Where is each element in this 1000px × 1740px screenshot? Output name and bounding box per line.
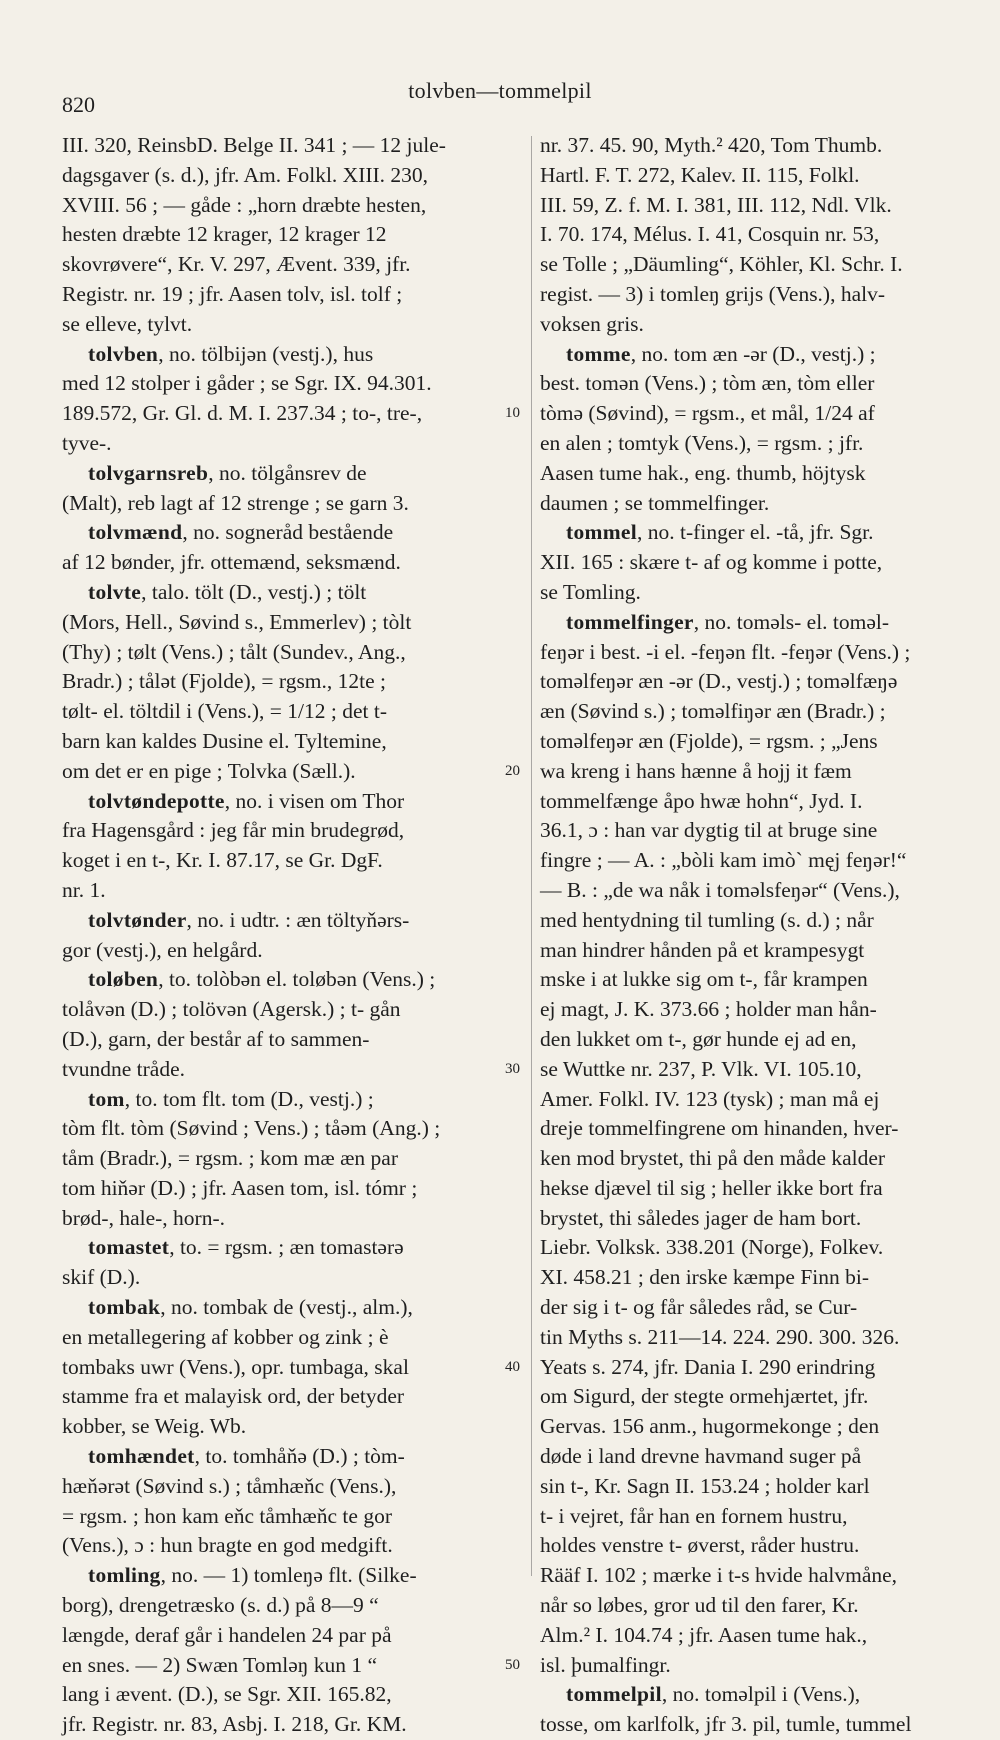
text-line xyxy=(540,965,1000,995)
line-text: voksen gris. xyxy=(540,311,644,336)
line-text: Yeats s. 274, jfr. Dania I. 290 erindring xyxy=(540,1354,876,1379)
line-text: skif (D.). xyxy=(62,1265,141,1290)
line-text: III. 320, ReinsbD. Belge II. 341 ; — 12 jule- xyxy=(62,133,446,157)
line-text: den lukket om t-, gør hunde ej ad en, xyxy=(540,1026,857,1051)
text-line xyxy=(62,1204,512,1234)
text-line xyxy=(62,191,512,221)
line-text: , talo. tölt (D., vestj.) ; tölt xyxy=(141,579,367,604)
headword: tommelfinger xyxy=(566,609,694,634)
line-text: hæňərət (Søvind s.) ; tåmhæňc (Vens.), xyxy=(62,1473,397,1498)
dictionary-entry-line xyxy=(62,1085,512,1115)
line-text: (Vens.), ɔ : hun bragte en god medgift. xyxy=(62,1533,393,1558)
headword: tomme xyxy=(566,341,631,366)
text-line xyxy=(62,1114,512,1144)
line-text: en alen ; tomtyk (Vens.), = rgsm. ; jfr. xyxy=(540,430,864,455)
line-text: best. tomən (Vens.) ; tòm æn, tòm eller xyxy=(540,371,875,396)
text-line xyxy=(62,697,512,727)
headword: tomling xyxy=(88,1563,161,1588)
text-line xyxy=(540,995,1000,1025)
text-line xyxy=(62,727,512,757)
line-text: XI. 458.21 ; den irske kæmpe Finn bi- xyxy=(540,1265,870,1290)
line-text: wa kreng i hans hænne å hojj it fæm xyxy=(540,758,852,783)
text-line xyxy=(62,1263,512,1293)
text-line xyxy=(540,1412,1000,1442)
text-line xyxy=(62,310,512,340)
line-text: , no. i udtr. : æn töltyňərs- xyxy=(186,907,410,932)
line-text: isl. þumalfingr. xyxy=(540,1652,671,1677)
line-text: tåm (Bradr.), = rgsm. ; kom mæ æn par xyxy=(62,1146,398,1171)
text-line xyxy=(62,1055,512,1085)
text-line xyxy=(62,876,512,906)
line-text: tølt- el. töltdil i (Vens.), = 1/12 ; det t- xyxy=(62,699,388,724)
line-text: man hindrer hånden på et krampesygt xyxy=(540,937,865,962)
text-line xyxy=(540,816,1000,846)
line-text: XII. 165 : skære t- af og komme i potte, xyxy=(540,550,883,575)
text-line xyxy=(540,1382,1000,1412)
line-text: (D.), garn, der består af to sammen- xyxy=(62,1026,370,1051)
text-line xyxy=(540,667,1000,697)
line-text: , no. tölbijən (vestj.), hus xyxy=(158,341,374,366)
line-text: Bradr.) ; tålət (Fjolde), = rgsm., 12te ; xyxy=(62,669,387,694)
text-line xyxy=(62,250,512,280)
line-text: brystet, thi således jager de ham bort. xyxy=(540,1205,862,1230)
line-text: tòmə (Søvind), = rgsm., et mål, 1/24 af xyxy=(540,401,875,426)
line-text: når so løbes, gror ud til den farer, Kr. xyxy=(540,1593,859,1618)
line-text: , no. tölgånsrev de xyxy=(208,460,367,485)
line-text: Hartl. F. T. 272, Kalev. II. 115, Folkl. xyxy=(540,162,860,187)
line-text: fra Hagensgård : jeg får min brudegrød, xyxy=(62,818,405,843)
text-line xyxy=(62,1651,512,1681)
text-line xyxy=(540,1114,1000,1144)
line-text: med 12 stolper i gåder ; se Sgr. IX. 94.301. xyxy=(62,371,432,396)
headword: tolvben xyxy=(88,341,159,366)
headword: tolvgarnsreb xyxy=(88,460,209,485)
text-line xyxy=(540,1621,1000,1651)
dictionary-entry-line xyxy=(540,518,1000,548)
dictionary-entry-line xyxy=(62,787,512,817)
text-line xyxy=(62,369,512,399)
line-text: , to. tolòbən el. toløbən (Vens.) ; xyxy=(158,967,436,992)
headword: tombak xyxy=(88,1295,161,1320)
text-line xyxy=(540,1323,1000,1353)
text-line xyxy=(62,1323,512,1353)
text-line xyxy=(540,310,1000,340)
line-text: se Tomling. xyxy=(540,579,641,604)
line-text: , no. tombak de (vestj., alm.), xyxy=(160,1295,413,1320)
text-line xyxy=(540,846,1000,876)
line-text: holdes venstre t- øverst, råder hustru. xyxy=(540,1533,860,1558)
line-text: med hentydning til tumling (s. d.) ; når xyxy=(540,907,874,932)
line-text: Registr. nr. 19 ; jfr. Aasen tolv, isl. tolf ; xyxy=(62,281,403,306)
text-line xyxy=(62,1591,512,1621)
line-text: ej magt, J. K. 373.66 ; holder man hån- xyxy=(540,997,877,1022)
text-line xyxy=(62,548,512,578)
line-text: , no. sogneråd bestående xyxy=(182,520,394,545)
dictionary-entry-line xyxy=(540,340,1000,370)
text-line xyxy=(62,1025,512,1055)
line-text: 189.572, Gr. Gl. d. M. I. 237.34 ; to-, tre-, xyxy=(62,401,423,426)
text-line xyxy=(540,578,1000,608)
line-text: lang i ævent. (D.), se Sgr. XII. 165.82, xyxy=(62,1682,392,1707)
line-text: se Tolle ; „Däumling“, Köhler, Kl. Schr. I. xyxy=(540,252,903,277)
line-text: se elleve, tylvt. xyxy=(62,311,193,336)
text-line xyxy=(62,936,512,966)
line-text: daumen ; se tommelfinger. xyxy=(540,490,770,515)
dictionary-entry-line xyxy=(62,1442,512,1472)
text-line xyxy=(540,876,1000,906)
text-line xyxy=(540,936,1000,966)
text-line xyxy=(62,131,512,161)
line-text: Rääf I. 102 ; mærke i t-s hvide halvmåne, xyxy=(540,1563,898,1588)
text-line xyxy=(540,1263,1000,1293)
line-text: tin Myths s. 211—14. 224. 290. 300. 326. xyxy=(540,1324,900,1349)
line-text: æn (Søvind s.) ; toməlfiŋər æn (Bradr.) ; xyxy=(540,699,886,724)
line-text: (Malt), reb lagt af 12 strenge ; se garn 3. xyxy=(62,490,409,515)
line-text: skovrøvere“, Kr. V. 297, Ævent. 339, jfr. xyxy=(62,252,411,277)
text-line xyxy=(540,1531,1000,1561)
line-text: dreje tommelfingrene om hinanden, hver- xyxy=(540,1116,899,1141)
line-text: borg), drengetræsko (s. d.) på 8—9 “ xyxy=(62,1593,379,1618)
text-line xyxy=(540,1561,1000,1591)
line-text: om Sigurd, der stegte ormehjærtet, jfr. xyxy=(540,1384,869,1409)
text-line xyxy=(540,1472,1000,1502)
text-line xyxy=(540,1353,1000,1383)
line-text: I. 70. 174, Mélus. I. 41, Cosquin nr. 53, xyxy=(540,222,880,247)
headword: tommel xyxy=(566,520,638,545)
text-line xyxy=(540,1025,1000,1055)
dictionary-entry-line xyxy=(62,906,512,936)
text-line xyxy=(62,608,512,638)
line-text: af 12 bønder, jfr. ottemænd, seksmænd. xyxy=(62,550,401,575)
text-line xyxy=(62,1144,512,1174)
line-text: nr. 37. 45. 90, Myth.² 420, Tom Thumb. xyxy=(540,133,883,157)
line-text: , no. tom æn -ər (D., vestj.) ; xyxy=(630,341,876,366)
text-line xyxy=(540,1055,1000,1085)
left-column xyxy=(62,131,512,1740)
text-line xyxy=(62,816,512,846)
line-text: gor (vestj.), en helgård. xyxy=(62,937,263,962)
line-text: , no. toməlpil i (Vens.), xyxy=(661,1682,861,1707)
line-number: 40 xyxy=(505,1358,520,1375)
text-line xyxy=(540,1293,1000,1323)
line-text: jfr. Registr. nr. 83, Asbj. I. 218, Gr. KM. xyxy=(62,1712,407,1737)
line-text: tolåvən (D.) ; tolövən (Agersk.) ; t- gån xyxy=(62,997,401,1022)
headword: tolvmænd xyxy=(88,520,183,545)
text-line xyxy=(62,220,512,250)
line-text: se Wuttke nr. 237, P. Vlk. VI. 105.10, xyxy=(540,1056,862,1081)
text-line xyxy=(62,1174,512,1204)
text-line xyxy=(540,1591,1000,1621)
line-number: 20 xyxy=(505,762,520,779)
text-line xyxy=(62,1472,512,1502)
line-number: 50 xyxy=(505,1656,520,1673)
line-text: (Mors, Hell., Søvind s., Emmerlev) ; tòlt xyxy=(62,609,412,634)
text-line xyxy=(540,1144,1000,1174)
line-text: mske i at lukke sig om t-, får krampen xyxy=(540,967,868,992)
text-line xyxy=(62,161,512,191)
text-line xyxy=(540,131,1000,161)
line-text: stamme fra et malayisk ord, der betyder xyxy=(62,1384,405,1409)
text-line xyxy=(540,250,1000,280)
line-text: brød-, hale-, horn-. xyxy=(62,1205,225,1230)
text-line xyxy=(62,489,512,519)
line-text: toməlfeŋər æn -ər (D., vestj.) ; toməlfæŋə xyxy=(540,669,898,694)
text-line xyxy=(62,667,512,697)
text-line xyxy=(62,399,512,429)
dictionary-entry-line xyxy=(62,1293,512,1323)
line-text: tombaks uwr (Vens.), opr. tumbaga, skal xyxy=(62,1354,409,1379)
text-line xyxy=(540,429,1000,459)
line-text: , to. = rgsm. ; æn tomastərə xyxy=(169,1235,404,1260)
line-text: , no. i visen om Thor xyxy=(224,788,405,813)
line-text: ken mod brystet, thi på den måde kalder xyxy=(540,1146,886,1171)
text-line xyxy=(540,280,1000,310)
line-text: dagsgaver (s. d.), jfr. Am. Folkl. XIII. 230, xyxy=(62,162,429,187)
line-text: , to. tom flt. tom (D., vestj.) ; xyxy=(124,1086,374,1111)
dictionary-entry-line xyxy=(62,340,512,370)
line-text: en metallegering af kobber og zink ; è xyxy=(62,1324,389,1349)
headword: tom xyxy=(88,1086,125,1111)
dictionary-entry-line xyxy=(62,518,512,548)
text-line xyxy=(540,906,1000,936)
line-text: feŋər i best. -i el. -feŋən flt. -feŋər (Vens.) ; xyxy=(540,639,911,664)
line-text: (Thy) ; tølt (Vens.) ; tålt (Sundev., Ang., xyxy=(62,639,406,664)
running-head: tolvben—tommelpil xyxy=(408,78,592,103)
line-text: hesten dræbte 12 krager, 12 krager 12 xyxy=(62,222,387,247)
line-text: der sig i t- og får således råd, se Cur- xyxy=(540,1295,858,1320)
line-text: 36.1, ɔ : han var dygtig til at bruge sine xyxy=(540,818,878,843)
line-text: tòm flt. tòm (Søvind ; Vens.) ; tåəm (Ang.) ; xyxy=(62,1116,441,1141)
line-text: barn kan kaldes Dusine el. Tyltemine, xyxy=(62,728,387,753)
line-text: en snes. — 2) Swæn Tomləŋ kun 1 “ xyxy=(62,1652,378,1677)
line-text: Alm.² I. 104.74 ; jfr. Aasen tume hak., xyxy=(540,1622,868,1647)
line-text: — B. : „de wa nåk i toməlsfeŋər“ (Vens.), xyxy=(540,877,900,902)
text-line xyxy=(540,459,1000,489)
text-line xyxy=(540,191,1000,221)
line-number: 30 xyxy=(505,1060,520,1077)
line-text: = rgsm. ; hon kam eňc tåmhæňc te gor xyxy=(62,1503,392,1528)
text-line xyxy=(62,1680,512,1710)
column-divider xyxy=(531,136,532,1576)
text-line xyxy=(540,489,1000,519)
text-line xyxy=(62,1531,512,1561)
line-text: døde i land drevne havmand suger på xyxy=(540,1444,862,1469)
text-line xyxy=(62,1382,512,1412)
text-line xyxy=(62,757,512,787)
text-line xyxy=(62,1412,512,1442)
line-text: om det er en pige ; Tolvka (Sæll.). xyxy=(62,758,356,783)
line-text: sin t-, Kr. Sagn II. 153.24 ; holder karl xyxy=(540,1473,870,1498)
page-number: 820 xyxy=(62,92,95,117)
line-text: t- i vejret, får han en fornem hustru, xyxy=(540,1503,848,1528)
line-text: regist. — 3) i tomleŋ grijs (Vens.), halv- xyxy=(540,281,886,306)
line-text: Liebr. Volksk. 338.201 (Norge), Folkev. xyxy=(540,1235,884,1260)
text-line xyxy=(540,1174,1000,1204)
line-text: tommelfænge åpo hwæ hohn“, Jyd. I. xyxy=(540,788,863,813)
dictionary-entry-line xyxy=(62,965,512,995)
line-text: tyve-. xyxy=(62,430,112,455)
text-line xyxy=(62,1621,512,1651)
headword: toløben xyxy=(88,967,159,992)
line-text: tom hiňər (D.) ; jfr. Aasen tom, isl. tómr ; xyxy=(62,1175,418,1200)
text-line xyxy=(62,429,512,459)
headword: tolvtøndepotte xyxy=(88,788,225,813)
text-line xyxy=(540,1204,1000,1234)
line-text: tosse, om karlfolk, jfr 3. pil, tumle, tummel xyxy=(540,1712,912,1737)
line-text: længde, deraf går i handelen 24 par på xyxy=(62,1622,392,1647)
text-line xyxy=(540,1085,1000,1115)
line-text: nr. 1. xyxy=(62,877,106,902)
text-line xyxy=(540,787,1000,817)
headword: tomastet xyxy=(88,1235,170,1260)
headword: tolvtønder xyxy=(88,907,187,932)
dictionary-entry-line xyxy=(62,459,512,489)
text-line xyxy=(540,399,1000,429)
dictionary-entry-line xyxy=(62,1561,512,1591)
text-line xyxy=(540,1651,1000,1681)
text-line xyxy=(540,697,1000,727)
line-text: XVIII. 56 ; — gåde : „horn dræbte hesten, xyxy=(62,192,427,217)
headword: tomhændet xyxy=(88,1444,195,1469)
text-line xyxy=(540,548,1000,578)
headword: tommelpil xyxy=(566,1682,662,1707)
line-text: hekse djævel til sig ; heller ikke bort fra xyxy=(540,1175,883,1200)
line-number: 10 xyxy=(505,405,520,422)
text-line xyxy=(62,1353,512,1383)
text-line xyxy=(540,1502,1000,1532)
dictionary-entry-line xyxy=(540,1680,1000,1710)
text-line xyxy=(540,220,1000,250)
line-text: Aasen tume hak., eng. thumb, höjtysk xyxy=(540,460,866,485)
text-line xyxy=(62,846,512,876)
right-column xyxy=(540,131,1000,1740)
text-line xyxy=(540,1442,1000,1472)
dictionary-entry-line xyxy=(62,1233,512,1263)
line-text: kobber, se Weig. Wb. xyxy=(62,1414,247,1439)
line-text: Gervas. 156 anm., hugormekonge ; den xyxy=(540,1414,880,1439)
text-line xyxy=(62,1502,512,1532)
line-text: tvundne tråde. xyxy=(62,1056,185,1081)
text-line xyxy=(62,995,512,1025)
text-line xyxy=(540,369,1000,399)
text-line xyxy=(62,1710,512,1740)
dictionary-entry-line xyxy=(62,578,512,608)
text-line xyxy=(540,1233,1000,1263)
line-text: , no. t-finger el. -tå, jfr. Sgr. xyxy=(637,520,874,545)
text-line xyxy=(540,1710,1000,1740)
line-text: Amer. Folkl. IV. 123 (tysk) ; man må ej xyxy=(540,1086,880,1111)
text-line xyxy=(540,161,1000,191)
headword: tolvte xyxy=(88,579,142,604)
text-line xyxy=(540,757,1000,787)
line-text: III. 59, Z. f. M. I. 381, III. 112, Ndl. Vlk. xyxy=(540,192,892,217)
line-text: fingre ; — A. : „bòli kam imò` męj feŋər!“ xyxy=(540,848,907,873)
dictionary-entry-line xyxy=(540,608,1000,638)
line-text: , no. — 1) tomleŋə flt. (Silke- xyxy=(160,1563,417,1588)
text-line xyxy=(62,280,512,310)
text-line xyxy=(540,638,1000,668)
text-line xyxy=(540,727,1000,757)
line-text: , no. toməls- el. toməl- xyxy=(693,609,890,634)
line-text: toməlfeŋər æn (Fjolde), = rgsm. ; „Jens xyxy=(540,728,878,753)
line-text: koget i en t-, Kr. I. 87.17, se Gr. DgF. xyxy=(62,848,383,873)
text-line xyxy=(62,638,512,668)
line-text: , to. tomhåňə (D.) ; tòm- xyxy=(194,1444,405,1469)
